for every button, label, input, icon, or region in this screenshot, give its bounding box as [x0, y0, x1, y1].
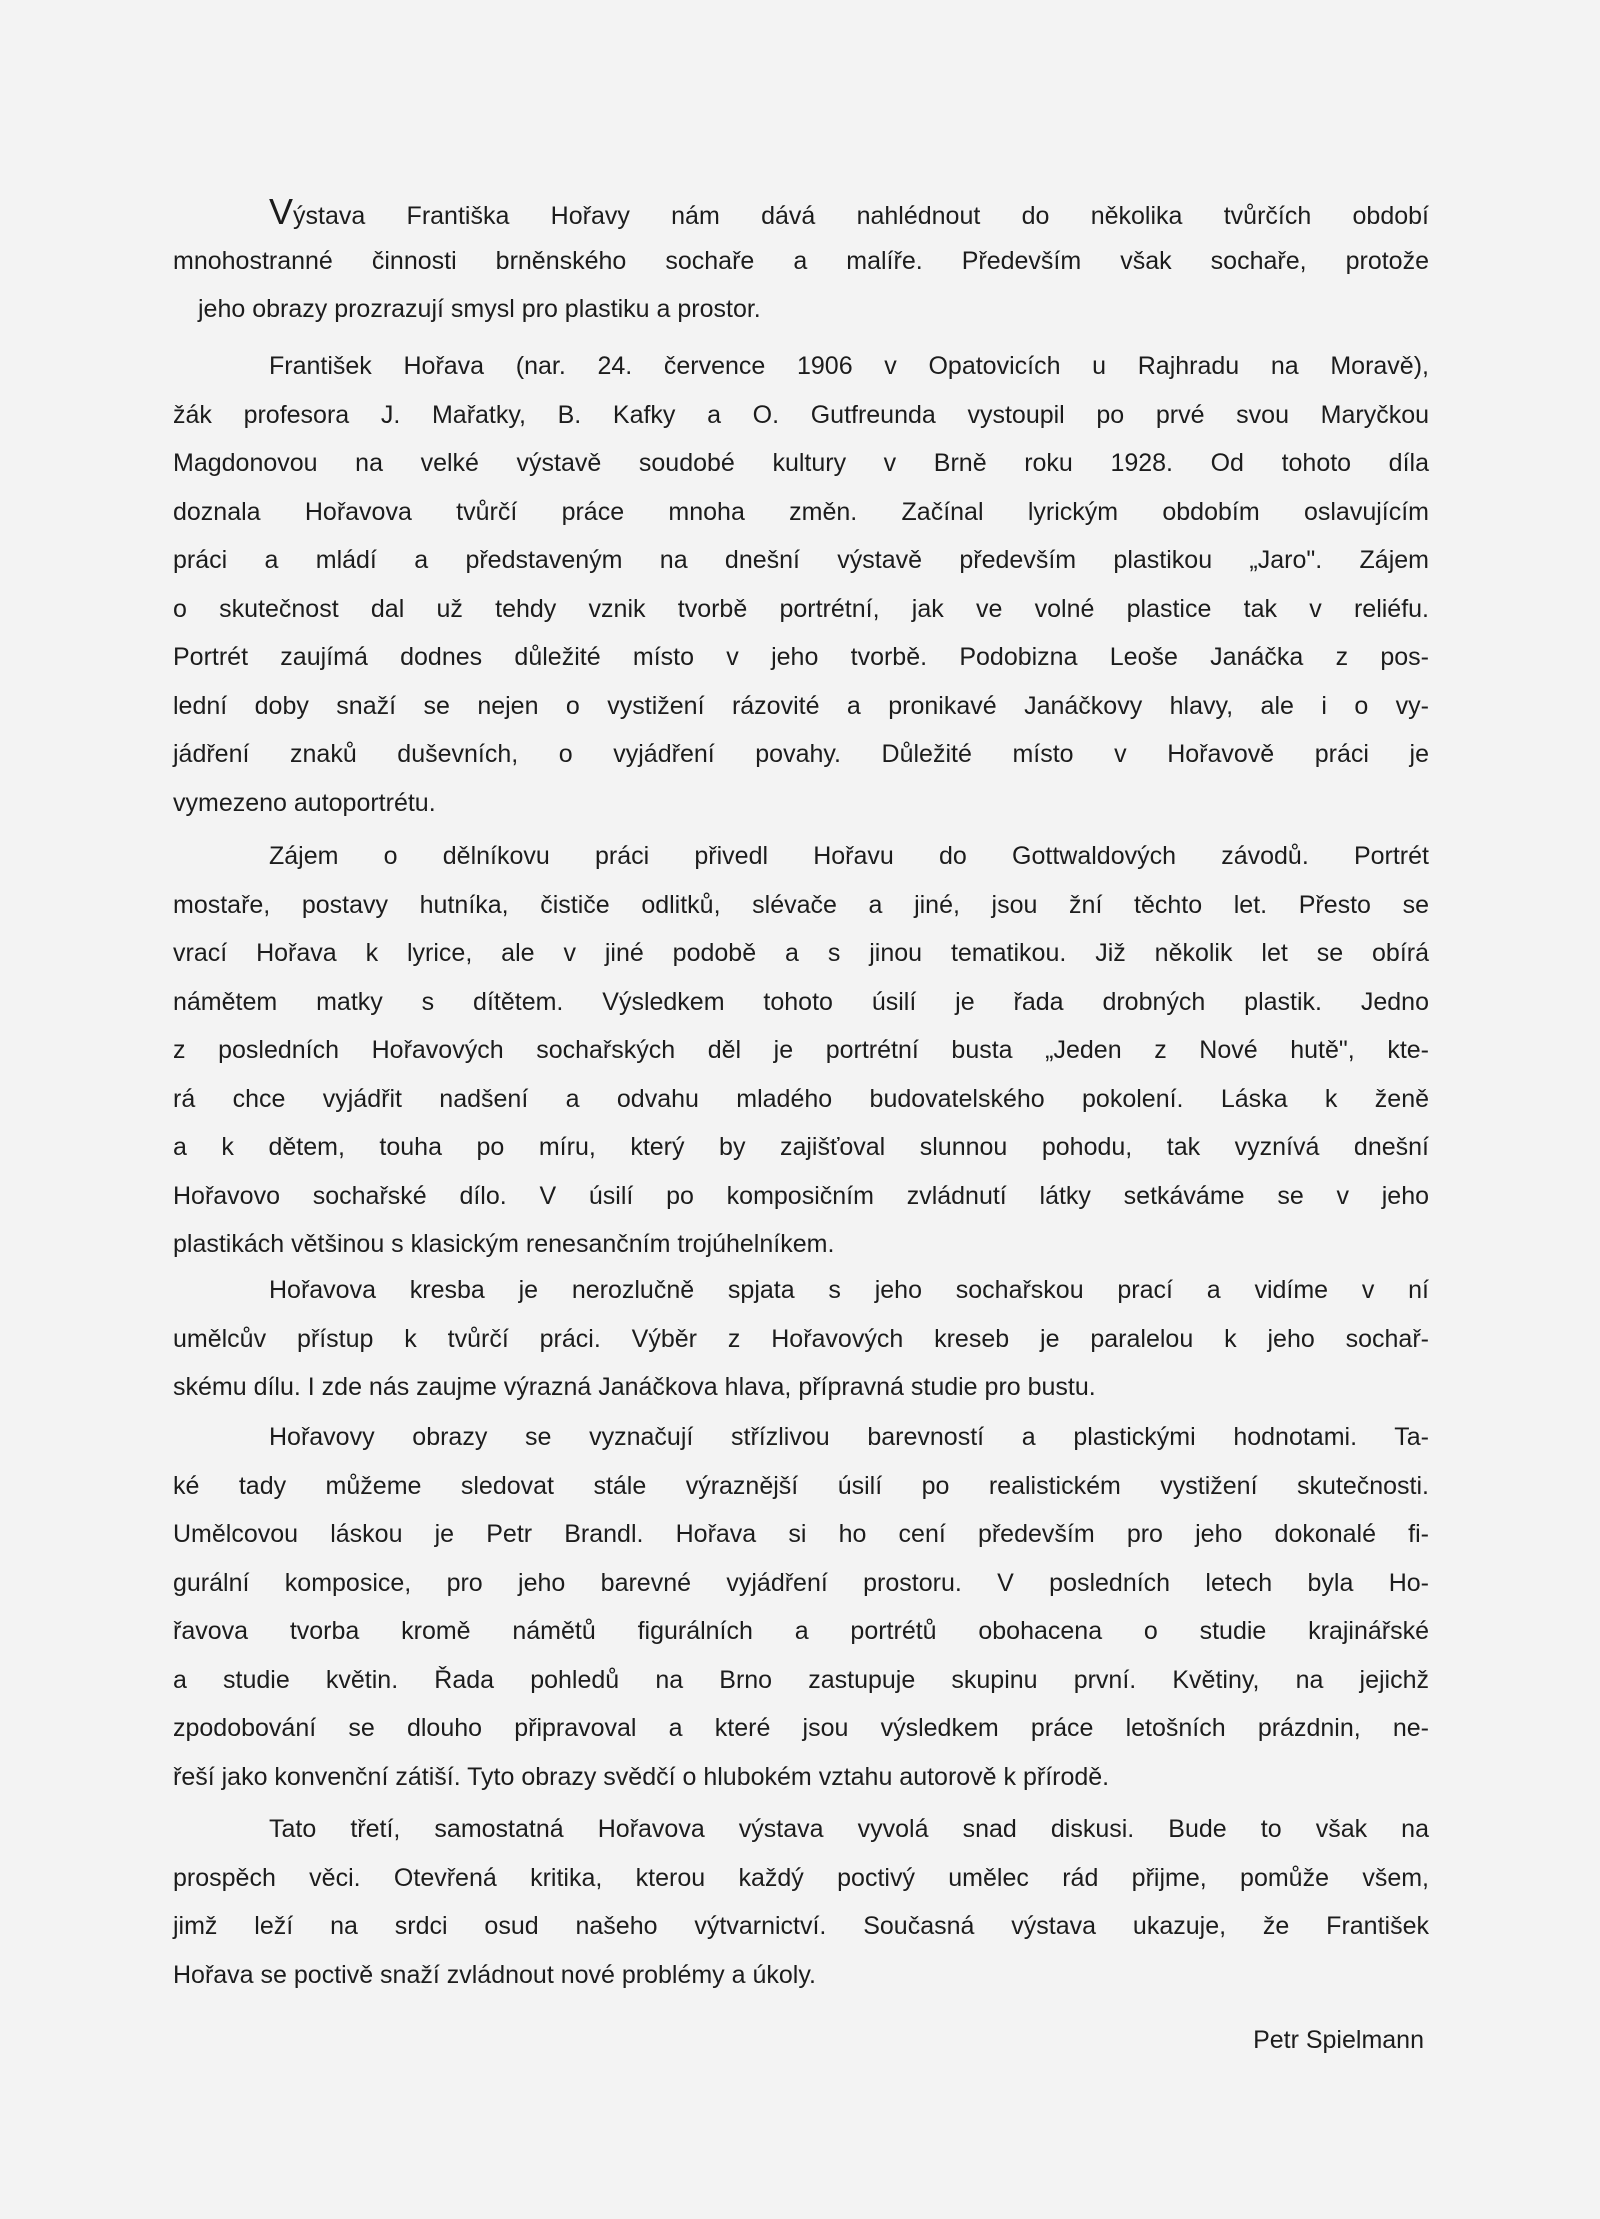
text-line: z posledních Hořavových sochařských děl je portrétní busta „Jeden z Nové hutě", kte-: [173, 1036, 1429, 1064]
text-line: Zájem o dělníkovu práci přivedl Hořavu do Gottwaldových závodů. Portrét: [269, 842, 1429, 870]
text-line: Umělcovou láskou je Petr Brandl. Hořava si ho cení především pro jeho dokonalé fi-: [173, 1520, 1429, 1548]
text-line: mostaře, postavy hutníka, čističe odlitků, slévače a jiné, jsou žní těchto let. Přesto se: [173, 890, 1429, 919]
initial-letter: V: [269, 191, 294, 232]
text-line: ké tady můžeme sledovat stále výraznější úsilí po realistickém vystižení skutečnosti.: [173, 1471, 1429, 1500]
text-line: vrací Hořava k lyrice, ale v jiné podobě a s jinou tematikou. Již několik let se obírá: [173, 939, 1429, 967]
text-line: jeho obrazy prozrazují smysl pro plastiku a prostor.: [198, 295, 761, 323]
text-line: řeší jako konvenční zátiší. Tyto obrazy svědčí o hlubokém vztahu autorově k přírodě.: [173, 1762, 1110, 1791]
text-line: vymezeno autoportrétu.: [173, 788, 436, 817]
text-line: jimž leží na srdci osud našeho výtvarnictví. Současná výstava ukazuje, že František: [173, 1912, 1429, 1940]
text-line: Hořavovy obrazy se vyznačují střízlivou barevností a plastickými hodnotami. Ta-: [269, 1423, 1429, 1451]
text-line: lední doby snaží se nejen o vystižení rázovité a pronikavé Janáčkovy hlavy, ale i o vy-: [173, 691, 1429, 720]
text-line: a studie květin. Řada pohledů na Brno zastupuje skupinu první. Květiny, na jejichž: [173, 1665, 1429, 1694]
text-line: námětem matky s dítětem. Výsledkem tohoto úsilí je řada drobných plastik. Jedno: [173, 987, 1429, 1016]
text-line: skému dílu. I zde nás zaujme výrazná Janáčkova hlava, přípravná studie pro bustu.: [173, 1373, 1096, 1401]
text-line: jádření znaků duševních, o vyjádření povahy. Důležité místo v Hořavově práci je: [173, 740, 1429, 768]
text-line: prospěch věci. Otevřená kritika, kterou každý poctivý umělec rád přijme, pomůže všem,: [173, 1863, 1429, 1892]
text-line: umělcův přístup k tvůrčí práci. Výběr z Hořavových kreseb je paralelou k jeho sochař-: [173, 1324, 1429, 1353]
paragraph: [173, 1805, 1429, 1999]
paragraph: [173, 832, 1429, 1269]
text-line: zpodobování se dlouho připravoval a které jsou výsledkem práce letošních prázdnin, ne-: [173, 1714, 1429, 1742]
text-line: a k dětem, touha po míru, který by zajišťoval slunnou pohodu, tak vyznívá dnešní: [173, 1133, 1429, 1161]
author-signature: Petr Spielmann: [1253, 2026, 1424, 2054]
text-line: František Hořava (nar. 24. července 1906 v Opatovicích u Rajhradu na Moravě),: [269, 352, 1429, 380]
text-line: rá chce vyjádřit nadšení a odvahu mladého budovatelského pokolení. Láska k ženě: [173, 1084, 1429, 1113]
text-line: řavova tvorba kromě námětů figurálních a portrétů obohacena o studie krajinářské: [173, 1617, 1429, 1645]
text-line: Tato třetí, samostatná Hořavova výstava vyvolá snad diskusi. Bude to však na: [269, 1815, 1429, 1843]
text-line: Magdonovou na velké výstavě soudobé kultury v Brně roku 1928. Od tohoto díla: [173, 449, 1429, 477]
text-line: o skutečnost dal už tehdy vznik tvorbě portrétní, jak ve volné plastice tak v reliéfu.: [173, 594, 1429, 623]
text-line: Hořava se poctivě snaží zvládnout nové problémy a úkoly.: [173, 1960, 816, 1989]
paragraph: [173, 342, 1429, 827]
text-line: práci a mládí a představeným na dnešní výstavě především plastikou „Jaro". Zájem: [173, 546, 1429, 574]
paragraph: [173, 1413, 1429, 1801]
paragraph: [173, 188, 1429, 334]
paragraph: [173, 1266, 1429, 1412]
text-line: Hořavova kresba je nerozlučně spjata s jeho sochařskou prací a vidíme v ní: [269, 1276, 1429, 1304]
text-line: Portrét zaujímá dodnes důležité místo v jeho tvorbě. Podobizna Leoše Janáčka z pos-: [173, 643, 1429, 671]
text-line: Výstava Františka Hořavy nám dává nahlédnout do několika tvůrčích období: [269, 191, 1429, 232]
text-line: plastikách většinou s klasickým renesančním trojúhelníkem.: [173, 1230, 835, 1258]
text-line: doznala Hořavova tvůrčí práce mnoha změn. Začínal lyrickým obdobím oslavujícím: [173, 497, 1429, 526]
text-line: Hořavovo sochařské dílo. V úsilí po komposičním zvládnutí látky setkáváme se v jeho: [173, 1181, 1429, 1210]
text-line: žák profesora J. Mařatky, B. Kafky a O. Gutfreunda vystoupil po prvé svou Maryčkou: [173, 400, 1429, 429]
text-line: mnohostranné činnosti brněnského sochaře a malíře. Především však sochaře, protože: [173, 246, 1429, 275]
text-line: gurální komposice, pro jeho barevné vyjádření prostoru. V posledních letech byla Ho-: [173, 1568, 1429, 1597]
